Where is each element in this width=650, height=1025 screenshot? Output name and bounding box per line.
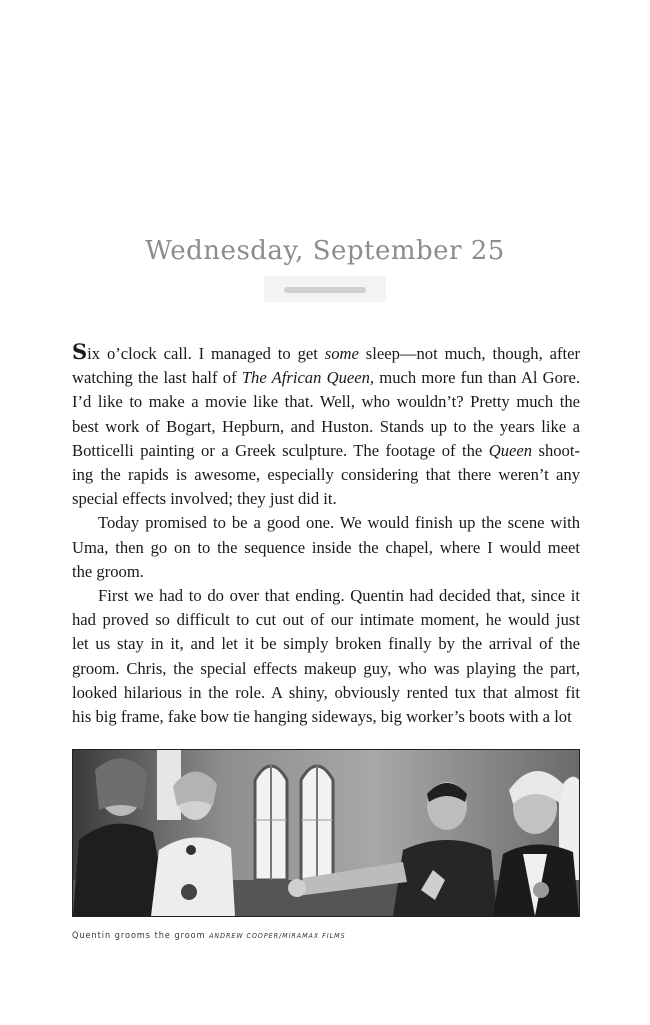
text-line bbox=[72, 657, 580, 681]
text-run: watching the last half of bbox=[72, 368, 242, 388]
body-text bbox=[72, 340, 580, 729]
text-run: let us stay in it, and let it be simply broken finally by the arrival of the bbox=[72, 634, 580, 654]
photo-image bbox=[73, 750, 579, 916]
text-line bbox=[72, 415, 580, 439]
text-run: special effects involved; they just did it. bbox=[72, 489, 337, 509]
text-line bbox=[72, 439, 580, 463]
text-run: had proved so difficult to cut out of our intimate moment, he would just bbox=[72, 610, 580, 630]
text-line bbox=[72, 681, 580, 705]
text-line bbox=[72, 511, 580, 535]
text-line bbox=[72, 463, 580, 487]
ornament-smudge bbox=[284, 287, 366, 293]
text-run: his big frame, fake bow tie hanging sideways, big worker’s boots with a lot bbox=[72, 707, 572, 727]
text-run: much more fun than Al Gore. bbox=[374, 368, 580, 388]
photo-credit: ANDREW COOPER/MIRAMAX FILMS bbox=[209, 932, 346, 940]
emphasis: Queen bbox=[488, 440, 533, 460]
text-run: First we had to do over that ending. Quentin had decided that, since it bbox=[98, 586, 580, 606]
text-run: groom. Chris, the special effects makeup guy, who was playing the part, bbox=[72, 658, 580, 678]
text-run: shoot- bbox=[532, 440, 580, 460]
text-run: I’d like to make a movie like that. Well, who wouldn’t? Pretty much the bbox=[72, 392, 580, 412]
text-line bbox=[72, 340, 580, 366]
text-line bbox=[72, 390, 580, 414]
caption-text: Quentin grooms the groom bbox=[72, 931, 206, 941]
text-run: sleep—not much, though, after bbox=[358, 344, 580, 363]
text-line bbox=[72, 584, 580, 608]
text-line bbox=[72, 560, 580, 584]
emphasis: some bbox=[324, 344, 359, 363]
text-run: looked hilarious in the role. A shiny, obviously rented tux that almost fit bbox=[72, 682, 580, 702]
text-run: ix o’clock call. I managed to get bbox=[87, 344, 325, 363]
text-run: Today promised to be a good one. We would finish up the scene with bbox=[98, 513, 580, 533]
text-run: Botticelli painting or a Greek sculpture. The footage of the bbox=[72, 440, 489, 460]
emphasis: The African Queen, bbox=[241, 368, 375, 388]
text-line bbox=[72, 366, 580, 390]
text-line bbox=[72, 608, 580, 632]
photo bbox=[72, 749, 580, 917]
chapter-ornament bbox=[264, 276, 386, 302]
text-run: the groom. bbox=[72, 561, 144, 581]
drop-cap: S bbox=[72, 339, 88, 364]
text-line bbox=[72, 632, 580, 656]
text-line bbox=[72, 487, 580, 511]
text-run: ing the rapids is awesome, especially considering that there weren’t any bbox=[72, 465, 580, 485]
text-run: best work of Bogart, Hepburn, and Huston. Stands up to the years like a bbox=[72, 416, 580, 436]
text-line bbox=[72, 536, 580, 560]
text-run: Uma, then go on to the sequence inside the chapel, where I would meet bbox=[72, 537, 580, 557]
photo-caption bbox=[72, 931, 580, 941]
chapter-title: Wednesday, September 25 bbox=[145, 236, 505, 266]
text-line bbox=[72, 705, 580, 729]
